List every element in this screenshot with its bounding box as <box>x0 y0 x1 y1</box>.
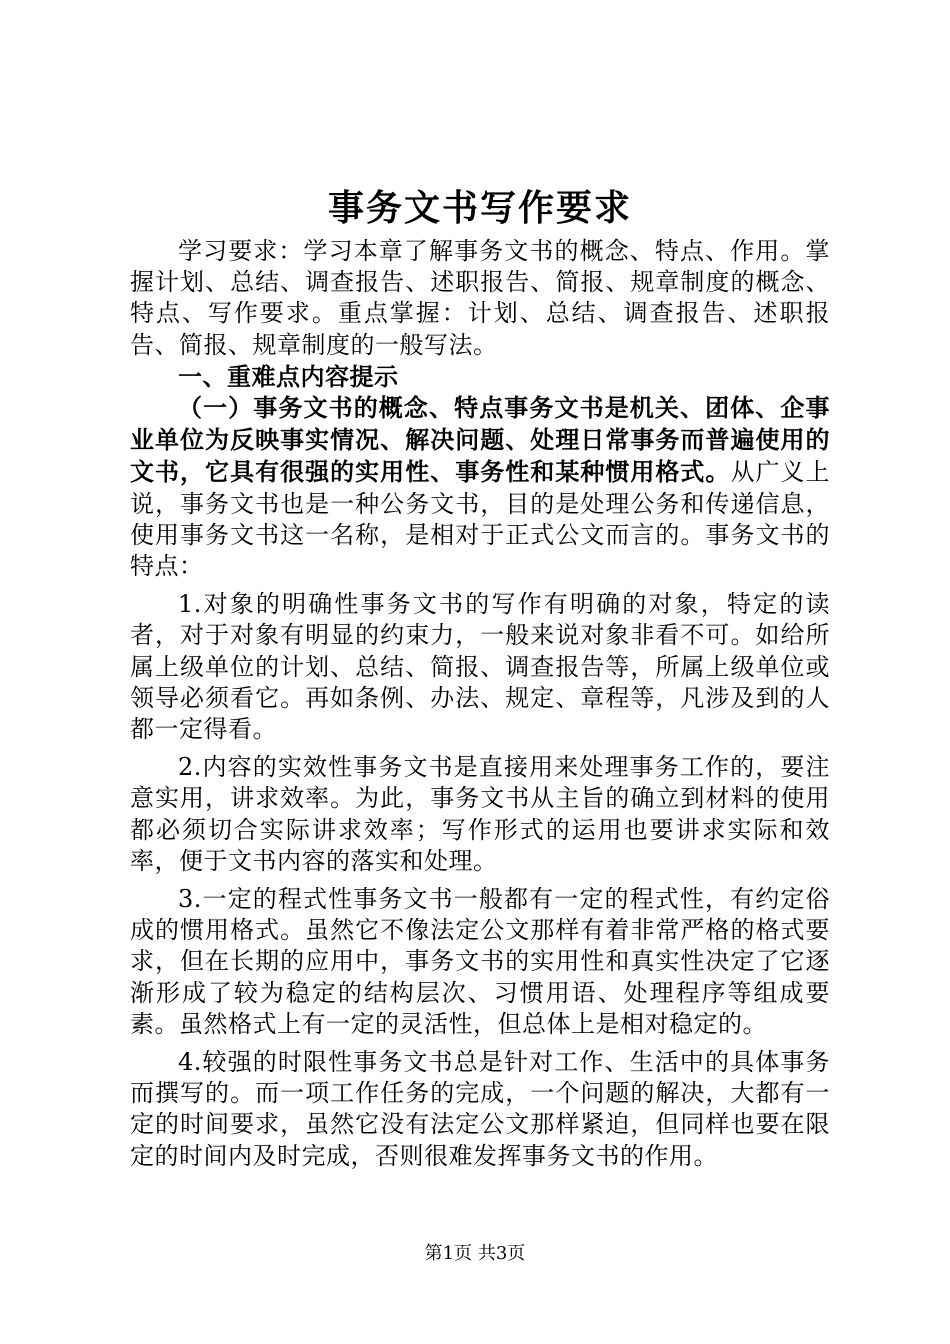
feature-1-paragraph: 1.对象的明确性事务文书的写作有明确的对象，特定的读者，对于对象有明显的约束力，一般来说对象非看不可。如给所属上级单位的计划、总结、简报、调查报告等，所属上级单位或领导必须看它。再如条例、办法、规定、章程等，凡涉及到的人都一定得看。 <box>130 590 830 744</box>
page-footer: 第1页 共3页 <box>424 1243 526 1264</box>
feature-3-paragraph: 3.一定的程式性事务文书一般都有一定的程式性，有约定俗成的惯用格式。虽然它不像法定公文那样有着非常严格的格式要求，但在长期的应用中，事务文书的实用性和真实性决定了它逐渐形成了较为稳定的结构层次、习惯用语、处理程序等组成要素。虽然格式上有一定的灵活性，但总体上是相对稳定的。 <box>130 885 830 1038</box>
feature-4-paragraph: 4.较强的时限性事务文书总是针对工作、生活中的具体事务而撰写的。而一项工作任务的完成，一个问题的解决，大都有一定的时间要求，虽然它没有法定公文那样紧迫，但同样也要在限定的时间内及时完成，否则很难发挥事务文书的作用。 <box>130 1048 830 1170</box>
study-requirements-paragraph: 学习要求：学习本章了解事务文书的概念、特点、作用。掌握计划、总结、调查报告、述职报告、简报、规章制度的概念、特点、写作要求。重点掌握：计划、总结、调查报告、述职报告、简报、规章制度的一般写法。 <box>130 237 830 359</box>
document-title: 事务文书写作要求 <box>327 187 632 229</box>
concept-rest-text: 从广义上说，事务文书也是一种公务文书，目的是处理公务和传递信息，使用事务文书这一名称，是相对于正式公文而言的。事务文书的特点： <box>130 458 831 581</box>
document-page <box>130 180 830 1172</box>
feature-2-paragraph: 2.内容的实效性事务文书是直接用来处理事务工作的，要注意实用，讲求效率。为此，事务文书从主旨的确立到材料的使用都必须切合实际讲求效率；写作形式的运用也要讲求实际和效率，便于文书内容的落实和处理。 <box>130 753 830 875</box>
concept-bold-text: （一）事务文书的概念、特点事务文书是机关、团体、企事业单位为反映事实情况、解决问题、处理日常事务而普遍使用的文书，它具有很强的实用性、事务性和某种惯用格式。 <box>130 393 830 487</box>
concept-paragraph <box>130 392 830 582</box>
section-heading: 一、重难点内容提示 <box>178 361 399 391</box>
